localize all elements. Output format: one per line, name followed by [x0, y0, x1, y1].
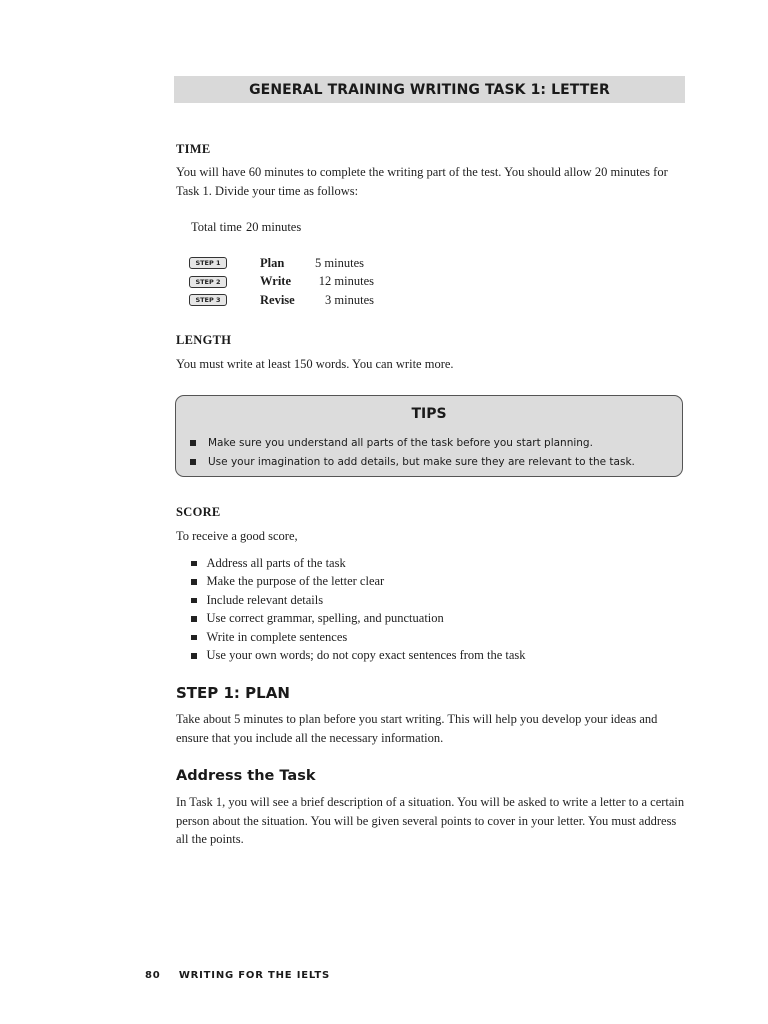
- step-row: [189, 291, 374, 310]
- list-item-text: Use your own words; do not copy exact sentences from the task: [206, 648, 526, 663]
- score-list: [191, 554, 526, 665]
- list-item: [191, 610, 526, 629]
- tips-list: [190, 433, 635, 472]
- step-badge: STEP 3: [189, 294, 227, 306]
- list-item-text: Include relevant details: [206, 592, 324, 607]
- step1-text: Take about 5 minutes to plan before you start writing. This will help you develop your ideas and ensure that you include all the necessary information.: [176, 712, 658, 745]
- list-item-text: Write in complete sentences: [206, 629, 348, 644]
- list-item-text: Make the purpose of the letter clear: [206, 574, 385, 589]
- score-heading: SCORE: [176, 505, 221, 519]
- bullet-square-icon: [190, 459, 196, 465]
- list-item-text: Address all parts of the task: [206, 555, 346, 570]
- total-time-value: 20 minutes: [246, 219, 302, 234]
- step-minutes: 5 minutes: [315, 255, 364, 270]
- list-item: [191, 591, 526, 610]
- score-intro: To receive a good score,: [176, 529, 298, 543]
- bullet-square-icon: [191, 635, 197, 641]
- tip-text: Use your imagination to add details, but make sure they are relevant to the task.: [208, 456, 635, 469]
- total-time-label: Total time: [191, 219, 242, 234]
- step-minutes: 12 minutes: [318, 274, 374, 289]
- tips-box: [175, 395, 683, 477]
- tip-item: [190, 433, 635, 453]
- page-footer: [145, 970, 330, 981]
- tips-title: TIPS: [411, 406, 447, 422]
- step-name: Revise: [260, 292, 295, 307]
- step-row: [189, 273, 374, 292]
- bullet-square-icon: [191, 653, 197, 659]
- list-item-text: Use correct grammar, spelling, and punctuation: [206, 611, 444, 626]
- list-item: [191, 628, 526, 647]
- list-item: [191, 573, 526, 592]
- step1-heading: STEP 1: PLAN: [176, 684, 290, 702]
- step-badge: STEP 1: [189, 257, 227, 269]
- list-item: [191, 647, 526, 666]
- address-task-text: In Task 1, you will see a brief description of a situation. You will be asked to write a letter to a certain person about the situation. You will be given several points to cover in your letter. You must address all the points.: [176, 795, 685, 846]
- bullet-square-icon: [191, 561, 197, 567]
- total-time-row: [191, 218, 301, 237]
- time-text: You will have 60 minutes to complete the writing part of the test. You should allow 20 minutes for Task 1. Divide your time as follows:: [176, 165, 668, 198]
- length-text: You must write at least 150 words. You can write more.: [176, 357, 454, 371]
- page-title: GENERAL TRAINING WRITING TASK 1: LETTER: [249, 81, 610, 98]
- steps-table: [189, 254, 374, 310]
- step-row: [189, 254, 374, 273]
- address-task-heading: Address the Task: [176, 768, 316, 784]
- bullet-square-icon: [190, 440, 196, 446]
- bullet-square-icon: [191, 598, 197, 604]
- length-heading: LENGTH: [176, 333, 232, 347]
- step-name: Write: [260, 274, 292, 289]
- step-badge: STEP 2: [189, 276, 227, 288]
- tip-item: [190, 453, 635, 473]
- list-item: [191, 554, 526, 573]
- bullet-square-icon: [191, 616, 197, 622]
- time-heading: TIME: [176, 142, 211, 156]
- book-title: WRITING FOR THE IELTS: [178, 970, 330, 981]
- bullet-square-icon: [191, 579, 197, 585]
- step-minutes: 3 minutes: [325, 292, 374, 307]
- page-number: 80: [145, 970, 161, 981]
- step-name: Plan: [260, 255, 285, 270]
- page-title-bar: [174, 76, 685, 103]
- tip-text: Make sure you understand all parts of the task before you start planning.: [208, 436, 593, 449]
